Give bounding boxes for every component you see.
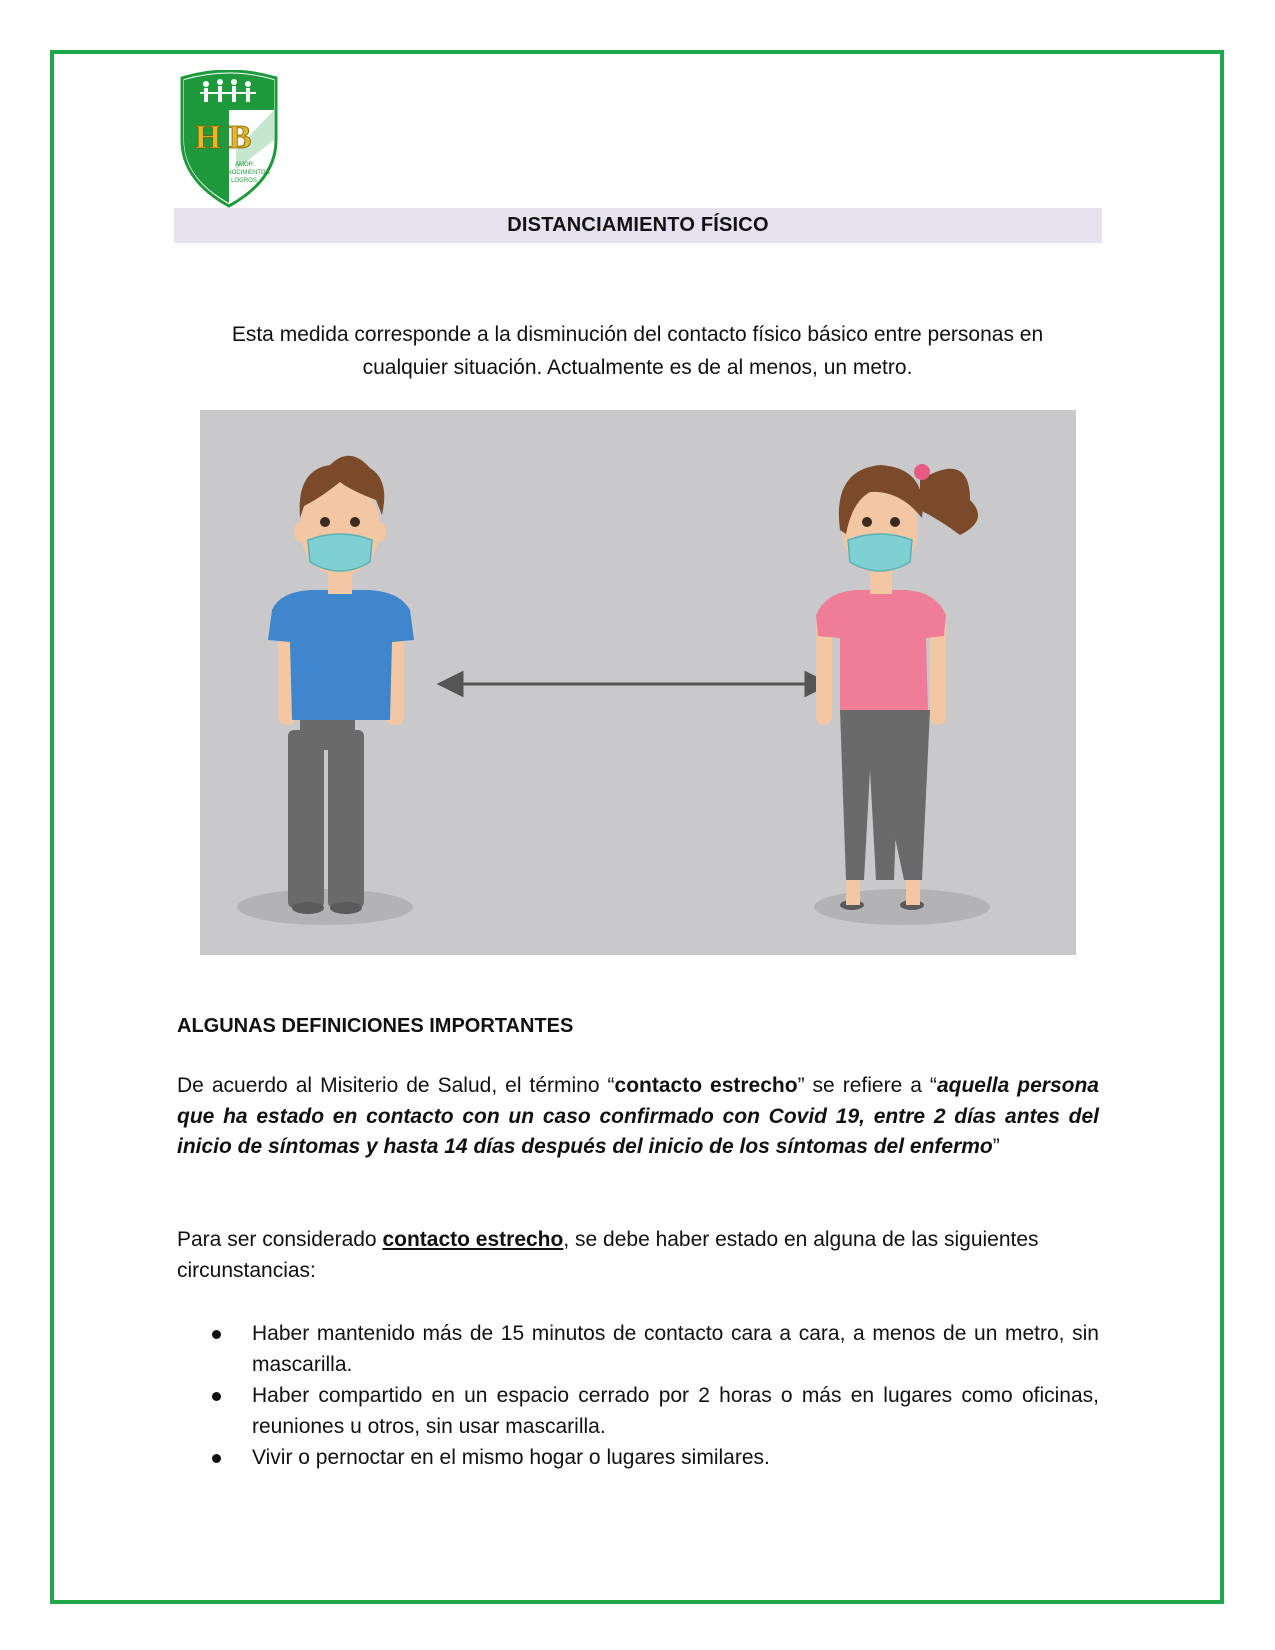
intro-line-2: cualquier situación. Actualmente es de al menos, un metro. bbox=[362, 356, 913, 379]
criteria-list bbox=[177, 1318, 1099, 1473]
svg-text:CONOCIMIENTOS: CONOCIMIENTOS bbox=[218, 170, 270, 176]
page-title-text: DISTANCIAMIENTO FÍSICO bbox=[507, 214, 769, 236]
bullet-icon bbox=[212, 1454, 221, 1463]
definition-quote: aquella persona que ha estado en contacto con un caso confirmado con Covid 19, entre 2 días antes del inicio de síntomas y hasta 14 días después del inicio de los síntomas del enfermo bbox=[177, 1074, 1099, 1158]
criteria-intro-term: contacto estrecho bbox=[382, 1228, 564, 1251]
definition-text-3: ” bbox=[992, 1135, 1000, 1158]
list-item bbox=[177, 1318, 1099, 1380]
boy-shadow bbox=[237, 889, 413, 925]
criteria-intro-before: Para ser considerado bbox=[177, 1228, 383, 1251]
criteria-intro-after: , se debe haber estado en alguna de las siguientes circunstancias: bbox=[177, 1228, 1039, 1282]
bullet-icon bbox=[212, 1330, 221, 1339]
school-logo bbox=[176, 70, 282, 210]
criteria-intro-paragraph bbox=[177, 1225, 1099, 1286]
list-item bbox=[177, 1380, 1099, 1442]
definition-term: contacto estrecho bbox=[614, 1074, 798, 1097]
svg-text:H: H bbox=[194, 119, 222, 156]
section-heading: ALGUNAS DEFINICIONES IMPORTANTES bbox=[177, 1015, 574, 1037]
definition-text-1: De acuerdo al Misiterio de Salud, el término “ bbox=[177, 1074, 615, 1097]
intro-paragraph bbox=[180, 318, 1095, 384]
list-item bbox=[177, 1442, 1099, 1473]
distance-arrow-icon bbox=[440, 673, 828, 695]
page-title bbox=[174, 208, 1102, 243]
svg-text:AMOR: AMOR bbox=[235, 162, 253, 168]
svg-text:LOGROS: LOGROS bbox=[231, 178, 257, 184]
definition-text-2: ” se refiere a “ bbox=[797, 1074, 937, 1097]
svg-text:B: B bbox=[228, 119, 252, 156]
list-item-text: Haber mantenido más de 15 minutos de contacto cara a cara, a menos de un metro, sin mascarilla. bbox=[252, 1322, 1099, 1376]
bullet-icon bbox=[212, 1392, 221, 1401]
boy-figure bbox=[268, 456, 414, 914]
girl-figure bbox=[816, 464, 978, 910]
definition-paragraph bbox=[177, 1071, 1099, 1163]
list-item-text: Haber compartido en un espacio cerrado por 2 horas o más en lugares como oficinas, reuniones u otros, sin usar mascarilla. bbox=[252, 1384, 1099, 1438]
list-item-text: Vivir o pernoctar en el mismo hogar o lugares similares. bbox=[252, 1446, 770, 1469]
distancing-illustration bbox=[200, 410, 1076, 955]
intro-line-1: Esta medida corresponde a la disminución del contacto físico básico entre personas en bbox=[231, 323, 1044, 346]
